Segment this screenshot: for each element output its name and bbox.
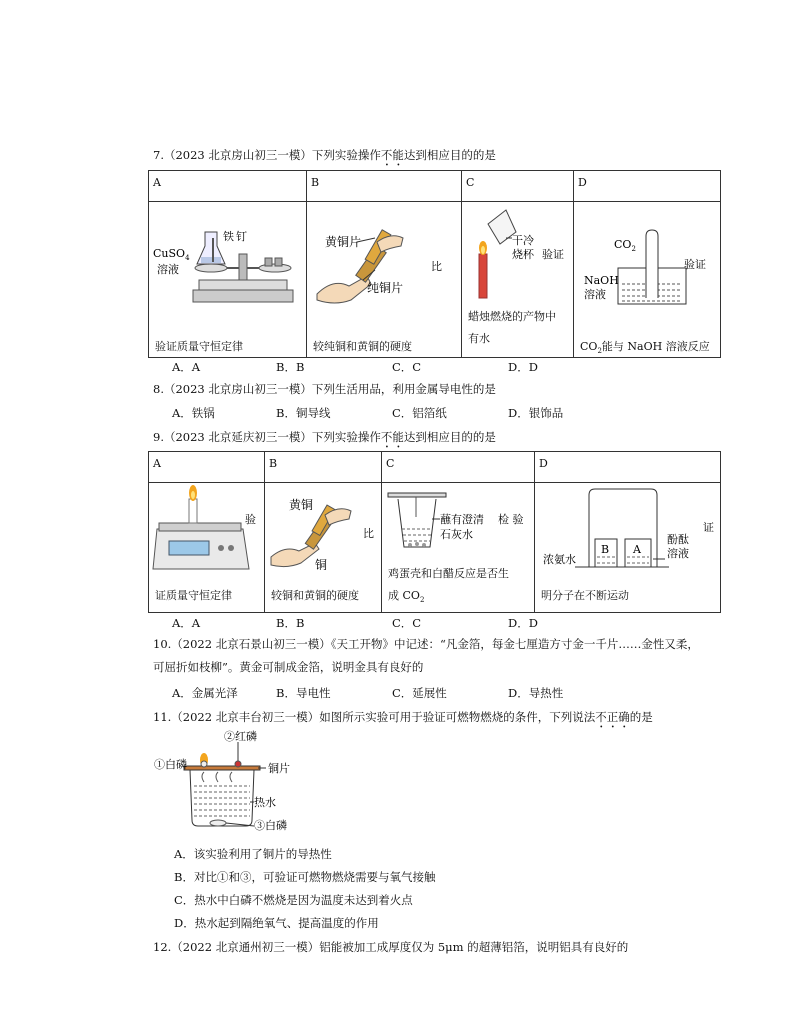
q9b-brass-label: 黄铜 — [289, 498, 314, 512]
q9-header-a: A — [149, 452, 265, 483]
q9-emphasis: 不能 — [380, 430, 404, 444]
q7-option-c[interactable]: C．C — [392, 360, 422, 374]
q7a-solution-label: 溶液 — [157, 263, 179, 276]
q11-stem: 11.（2022 北京丰台初三一模）如图所示实验可用于验证可燃物燃烧的条件，下列说法不正确的是 — [153, 710, 653, 724]
q11-figure — [150, 728, 300, 836]
q7-cell-b — [307, 202, 462, 358]
q11-option-b[interactable]: B．对比①和③，可验证可燃物燃烧需要与氧气接触 — [174, 870, 436, 884]
q9-cell-c — [382, 483, 535, 613]
q9-table — [148, 451, 721, 613]
q12-stem: 12.（2022 北京通州初三一模）铝能被加工成厚度仅为 5μm 的超薄铝箔，说明铝具有良好的 — [153, 940, 629, 954]
q7-caption-a: 验证质量守恒定律 — [155, 340, 243, 353]
q8-option-d[interactable]: D．银饰品 — [508, 406, 564, 420]
q9d-box-a: A — [633, 543, 641, 556]
q9-caption-a: 证质量守恒定律 — [155, 589, 232, 602]
q9d-ammonia-label: 浓氨水 — [543, 553, 576, 566]
q9c-check-label: 检 验 — [498, 513, 524, 526]
q10-option-c[interactable]: C．延展性 — [392, 686, 447, 700]
q7-table — [148, 170, 721, 358]
q9-cell-b — [265, 483, 382, 613]
q7-cell-c — [462, 202, 574, 358]
q7-caption-b: 较纯铜和黄铜的硬度 — [313, 340, 412, 353]
q11-copper-label: 铜片 — [268, 762, 290, 775]
q7d-verify-label: 验证 — [684, 258, 706, 271]
q7-header-c: C — [462, 171, 574, 202]
q9-option-a[interactable]: A．A — [172, 616, 201, 630]
q9d-prove-label: 证 — [703, 521, 714, 534]
q9-header-b: B — [265, 452, 382, 483]
q9b-copper-label: 铜 — [315, 558, 328, 572]
q9-option-d[interactable]: D．D — [508, 616, 538, 630]
q11-option-c[interactable]: C．热水中白磷不燃烧是因为温度未达到着火点 — [174, 893, 413, 907]
q11-hot-water-label: 热水 — [254, 796, 276, 809]
q9-caption-b: 较铜和黄铜的硬度 — [271, 589, 359, 602]
q10-option-d[interactable]: D．导热性 — [508, 686, 564, 700]
q9-cell-d — [535, 483, 721, 613]
q9-caption-d: 明分子在不断运动 — [541, 589, 629, 602]
ammonia-figure — [535, 483, 719, 578]
q11-option-a[interactable]: A．该实验利用了铜片的导热性 — [174, 847, 332, 861]
q7d-co2-label: $CO_2$ — [614, 238, 636, 253]
q9-cell-a — [149, 483, 265, 613]
q7d-naoh-label-1: NaOH — [584, 274, 619, 287]
q7b-copper-label: 纯铜片 — [367, 281, 404, 295]
q7-caption-c2: 有水 — [468, 332, 490, 345]
q7-emphasis: 不能 — [380, 148, 404, 162]
scale-figure — [149, 483, 263, 578]
candle-figure — [462, 202, 572, 317]
q7c-beaker-label-2: 烧杯 — [512, 248, 534, 261]
q7b-compare-label: 比 — [431, 260, 442, 273]
q10-stem-line2: 可屈折如枝柳”。黄金可制成金箔，说明金具有良好的 — [153, 660, 424, 674]
q8-option-c[interactable]: C．铝箔纸 — [392, 406, 447, 420]
q7-cell-a — [149, 202, 307, 358]
q7a-cuso4-label: CuSO$_4$ — [153, 247, 190, 262]
q7-caption-c1: 蜡烛燃烧的产物中 — [468, 310, 556, 323]
q7-option-a[interactable]: A．A — [172, 360, 201, 374]
q7c-verify-label: 验证 — [542, 248, 564, 261]
q9c-dip-label-2: 石灰水 — [440, 528, 473, 541]
q7-stem: 7.（2023 北京房山初三一模）下列实验操作不能达到相应目的的是 — [153, 148, 496, 162]
q9a-side-label: 验 — [245, 513, 256, 526]
q11-emphasis: 不正确 — [595, 710, 630, 724]
q7a-nail-label: 铁钉 — [223, 230, 247, 243]
q7c-beaker-label-1: 干冷 — [512, 234, 534, 247]
q9-option-c[interactable]: C．C — [392, 616, 422, 630]
co2-naoh-figure — [574, 202, 720, 317]
q7d-naoh-label-2: 溶液 — [584, 288, 606, 301]
q7-option-d[interactable]: D．D — [508, 360, 538, 374]
q9d-phen-label-2: 溶液 — [667, 547, 689, 560]
q11-white-p3-label: ③白磷 — [254, 819, 287, 832]
q9-scratch-figure — [265, 483, 380, 578]
q11-option-d[interactable]: D．热水起到隔绝氧气、提高温度的作用 — [174, 916, 379, 930]
q9-header-c: C — [382, 452, 535, 483]
q7-header-b: B — [307, 171, 462, 202]
q7-header-d: D — [574, 171, 721, 202]
q9c-dip-label-1: 蘸有澄清 — [440, 513, 484, 526]
q8-option-a[interactable]: A．铁锅 — [172, 406, 215, 420]
q9d-phen-label-1: 酚酞 — [667, 533, 689, 546]
q9-option-b[interactable]: B．B — [276, 616, 305, 630]
q10-stem-line1: 10.（2022 北京石景山初三一模）《天工开物》中记述：“凡金箔，每金七厘造方寸金一千片……金性又柔， — [153, 637, 699, 651]
q10-option-a[interactable]: A．金属光泽 — [172, 686, 238, 700]
q8-stem: 8.（2023 北京房山初三一模）下列生活用品，利用金属导电性的是 — [153, 382, 496, 396]
scratch-figure — [307, 202, 461, 317]
q10-option-b[interactable]: B．导电性 — [276, 686, 331, 700]
q7-option-b[interactable]: B．B — [276, 360, 305, 374]
q9-stem: 9.（2023 北京延庆初三一模）下列实验操作不能达到相应目的的是 — [153, 430, 496, 444]
q7b-brass-label: 黄铜片 — [325, 235, 362, 249]
q8-option-b[interactable]: B．铜导线 — [276, 406, 331, 420]
q7-header-a: A — [149, 171, 307, 202]
q7-cell-d — [574, 202, 721, 358]
q9-caption-c2: 成 $CO_2$ — [388, 589, 425, 605]
q7-caption-d: $CO_2$能与 NaOH 溶液反应 — [580, 340, 710, 356]
q11-white-p1-label: ①白磷 — [154, 758, 187, 771]
balance-figure — [149, 202, 305, 317]
q9b-compare-label: 比 — [363, 527, 374, 540]
q11-red-p-label: ②红磷 — [224, 730, 257, 743]
q9-caption-c1: 鸡蛋壳和白醋反应是否生 — [388, 567, 509, 580]
q9d-box-b: B — [601, 543, 610, 556]
q9-header-d: D — [535, 452, 721, 483]
